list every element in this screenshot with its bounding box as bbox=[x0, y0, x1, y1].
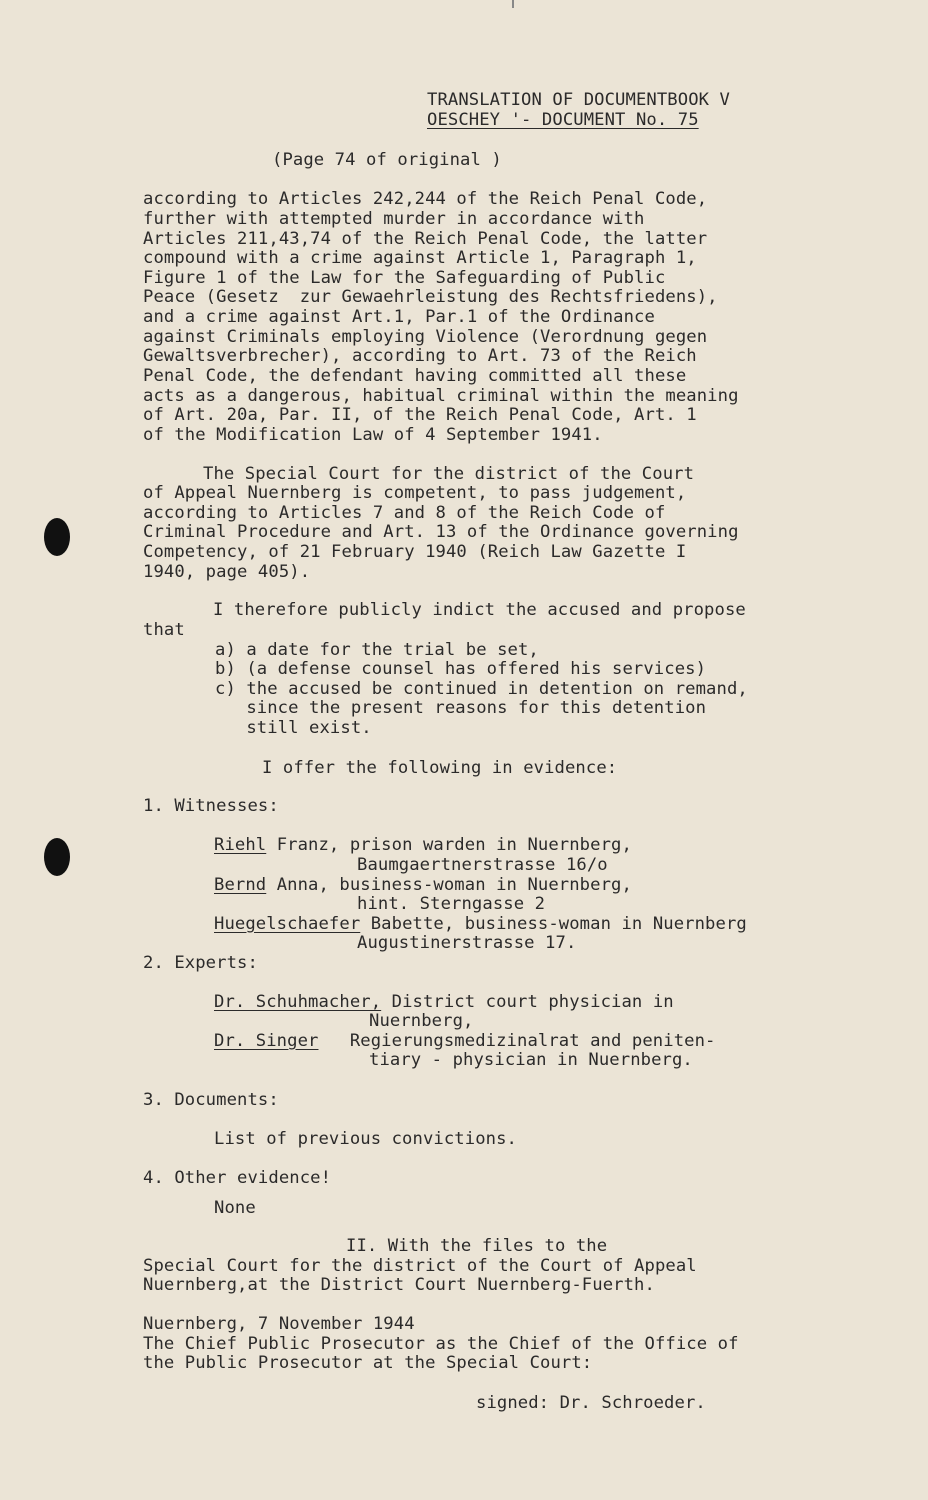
para2-line: 1940, page 405). bbox=[143, 562, 311, 582]
para2-line: Competency, of 21 February 1940 (Reich Law Gazette I bbox=[143, 542, 687, 562]
expert-2-continuation: tiary - physician in Nuernberg. bbox=[369, 1050, 693, 1070]
witness-2 bbox=[214, 875, 632, 895]
para1-line: compound with a crime against Article 1, Paragraph 1, bbox=[143, 248, 697, 268]
other-evidence-item: None bbox=[214, 1198, 256, 1218]
witness-3 bbox=[214, 914, 747, 934]
witness-1 bbox=[214, 835, 632, 855]
para2-line: of Appeal Nuernberg is competent, to pass judgement, bbox=[143, 483, 687, 503]
witness-2-details: Anna, business-woman in Nuernberg, bbox=[266, 875, 632, 895]
para1-line: and a crime against Art.1, Par.1 of the Ordinance bbox=[143, 307, 655, 327]
para1-line: of the Modification Law of 4 September 1941. bbox=[143, 425, 603, 445]
closing-line: The Chief Public Prosecutor as the Chief of the Office of bbox=[143, 1334, 739, 1354]
expert-2 bbox=[214, 1031, 716, 1051]
para1-line: against Criminals employing Violence (Verordnung gegen bbox=[143, 327, 708, 347]
witness-3-address: Augustinerstrasse 17. bbox=[357, 933, 577, 953]
proposal-item: since the present reasons for this detention bbox=[215, 698, 707, 718]
expert-1-name: Dr. Schuhmacher, bbox=[214, 992, 382, 1012]
witness-1-address: Baumgaertnerstrasse 16/o bbox=[357, 855, 608, 875]
witness-2-address: hint. Sterngasse 2 bbox=[357, 894, 546, 914]
para1-line: of Art. 20a, Par. II, of the Reich Penal Code, Art. 1 bbox=[143, 405, 697, 425]
section2-line: Special Court for the district of the Court of Appeal bbox=[143, 1256, 697, 1276]
para3-line: I therefore publicly indict the accused and propose bbox=[213, 600, 746, 620]
proposal-item: c) the accused be continued in detention on remand, bbox=[215, 679, 748, 699]
page-reference: (Page 74 of original ) bbox=[272, 150, 502, 170]
expert-2-name: Dr. Singer bbox=[214, 1031, 319, 1051]
para1-line: according to Articles 242,244 of the Reich Penal Code, bbox=[143, 189, 708, 209]
para1-line: acts as a dangerous, habitual criminal within the meaning bbox=[143, 386, 739, 406]
title-line-2: OESCHEY '- DOCUMENT No. 75 bbox=[427, 110, 699, 130]
section2-line: II. With the files to the bbox=[346, 1236, 608, 1256]
documents-heading: 3. Documents: bbox=[143, 1090, 279, 1110]
punch-hole-top bbox=[44, 518, 70, 556]
para1-line: Figure 1 of the Law for the Safeguarding of Public bbox=[143, 268, 666, 288]
witness-1-details: Franz, prison warden in Nuernberg, bbox=[266, 835, 632, 855]
closing-line: the Public Prosecutor at the Special Court: bbox=[143, 1353, 593, 1373]
expert-1-details: District court physician in bbox=[381, 992, 674, 1012]
section2-line: Nuernberg,at the District Court Nuernberg-Fuerth. bbox=[143, 1275, 655, 1295]
para1-line: Peace (Gesetz zur Gewaehrleistung des Rechtsfriedens), bbox=[143, 287, 718, 307]
proposal-item: b) (a defense counsel has offered his services) bbox=[215, 659, 707, 679]
witness-2-name: Bernd bbox=[214, 875, 267, 895]
witness-3-details: Babette, business-woman in Nuernberg bbox=[360, 914, 747, 934]
para2-line: Criminal Procedure and Art. 13 of the Ordinance governing bbox=[143, 522, 739, 542]
para1-line: further with attempted murder in accordance with bbox=[143, 209, 645, 229]
title-line-1: TRANSLATION OF DOCUMENTBOOK V bbox=[427, 90, 730, 110]
expert-1 bbox=[214, 992, 674, 1012]
witness-3-name: Huegelschaefer bbox=[214, 914, 361, 934]
witness-1-name: Riehl bbox=[214, 835, 267, 855]
documents-item: List of previous convictions. bbox=[214, 1129, 517, 1149]
other-evidence-heading: 4. Other evidence! bbox=[143, 1168, 332, 1188]
expert-1-continuation: Nuernberg, bbox=[369, 1011, 474, 1031]
para2-line: according to Articles 7 and 8 of the Reich Code of bbox=[143, 503, 666, 523]
proposal-item: still exist. bbox=[215, 718, 372, 738]
signature: signed: Dr. Schroeder. bbox=[476, 1393, 706, 1413]
evidence-intro: I offer the following in evidence: bbox=[262, 758, 618, 778]
para1-line: Penal Code, the defendant having committed all these bbox=[143, 366, 687, 386]
para1-line: Gewaltsverbrecher), according to Art. 73 of the Reich bbox=[143, 346, 697, 366]
para2-line: The Special Court for the district of the Court bbox=[203, 464, 695, 484]
punch-hole-bottom bbox=[44, 838, 70, 876]
expert-2-details: Regierungsmedizinalrat and peniten- bbox=[318, 1031, 716, 1051]
experts-heading: 2. Experts: bbox=[143, 953, 258, 973]
proposal-item: a) a date for the trial be set, bbox=[215, 640, 539, 660]
witnesses-heading: 1. Witnesses: bbox=[143, 796, 279, 816]
top-mark bbox=[512, 0, 514, 8]
para1-line: Articles 211,43,74 of the Reich Penal Code, the latter bbox=[143, 229, 708, 249]
closing-date: Nuernberg, 7 November 1944 bbox=[143, 1314, 415, 1334]
para3-line: that bbox=[143, 620, 185, 640]
